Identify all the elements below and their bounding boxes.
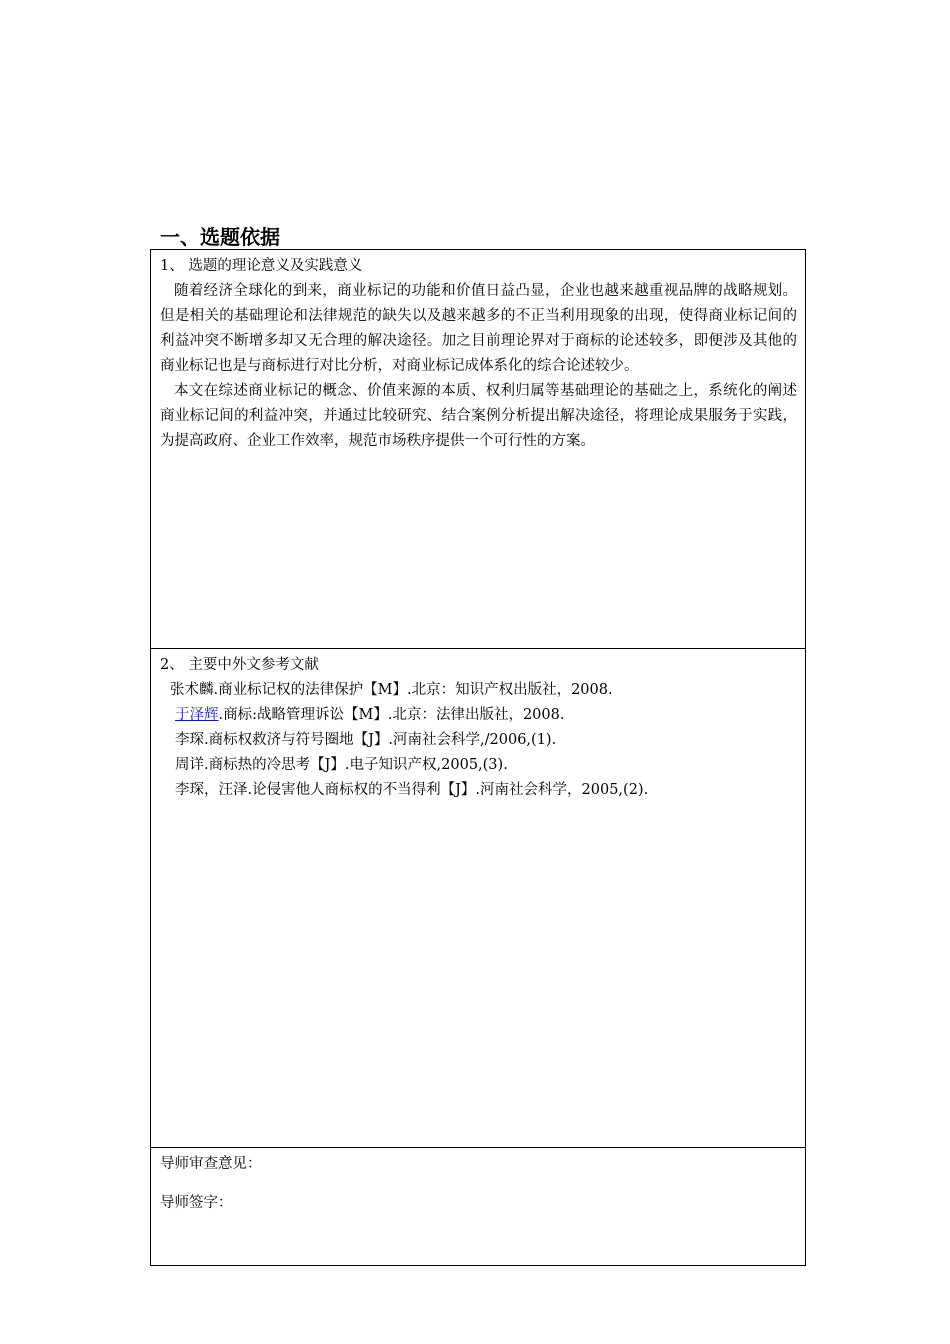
reference-item-1 xyxy=(160,678,797,703)
reference-item-4 xyxy=(160,753,797,778)
significance-row xyxy=(151,250,806,649)
references-row xyxy=(151,649,806,1148)
reference-list xyxy=(160,678,797,803)
reference-item-5 xyxy=(160,778,797,803)
significance-cell xyxy=(151,250,806,649)
reference-author: 李琛，汪泽 xyxy=(175,782,248,798)
proposal-form-table xyxy=(150,249,806,1266)
supervisor-row xyxy=(151,1148,806,1266)
reference-details: .论侵害他人商标权的不当得利【J】.河南社会科学，2005,(2). xyxy=(247,782,649,798)
reference-author: 周详 xyxy=(175,757,204,773)
significance-paragraph-2: 本文在综述商业标记的概念、价值来源的本质、权利归属等基础理论的基础之上，系统化的阐述商业标记间的利益冲突，并通过比较研究、结合案例分析提出解决途径，将理论成果服务于实践，为提高政府、企业工作效率，规范市场秩序提供一个可行性的方案。 xyxy=(160,383,797,449)
reference-author: 李琛 xyxy=(175,732,204,748)
reference-author-link[interactable]: 于泽辉 xyxy=(175,707,219,723)
significance-paragraph-1: 随着经济全球化的到来，商业标记的功能和价值日益凸显，企业也越来越重视品牌的战略规划。但是相关的基础理论和法律规范的缺失以及越来越多的不正当利用现象的出现，使得商业标记间的利益冲突不断增多却又无合理的解决途径。加之目前理论界对于商标的论述较多，即便涉及其他的商业标记也是与商标进行对比分析，对商业标记成体系化的综合论述较少。 xyxy=(160,283,797,374)
reference-item-3 xyxy=(160,728,797,753)
supervisor-signature-label: 导师签字： xyxy=(160,1195,233,1211)
reference-item-2 xyxy=(160,703,797,728)
reference-details: .商标:战略管理诉讼【M】.北京：法律出版社，2008. xyxy=(218,707,565,723)
significance-title: 1、 选题的理论意义及实践意义 xyxy=(160,258,363,274)
reference-details: .商业标记权的法律保护【M】.北京：知识产权出版社，2008. xyxy=(213,682,613,698)
supervisor-cell xyxy=(151,1148,806,1266)
reference-author: 张术麟 xyxy=(170,682,214,698)
references-cell xyxy=(151,649,806,1148)
reference-details: .商标热的冷思考【J】.电子知识产权,2005,(3). xyxy=(204,757,508,773)
reference-details: .商标权救济与符号圈地【J】.河南社会科学,/2006,(1). xyxy=(204,732,557,748)
supervisor-opinion-label: 导师审查意见： xyxy=(160,1156,262,1172)
section-heading: 一、选题依据 xyxy=(160,225,280,249)
references-title: 2、 主要中外文参考文献 xyxy=(160,657,319,673)
